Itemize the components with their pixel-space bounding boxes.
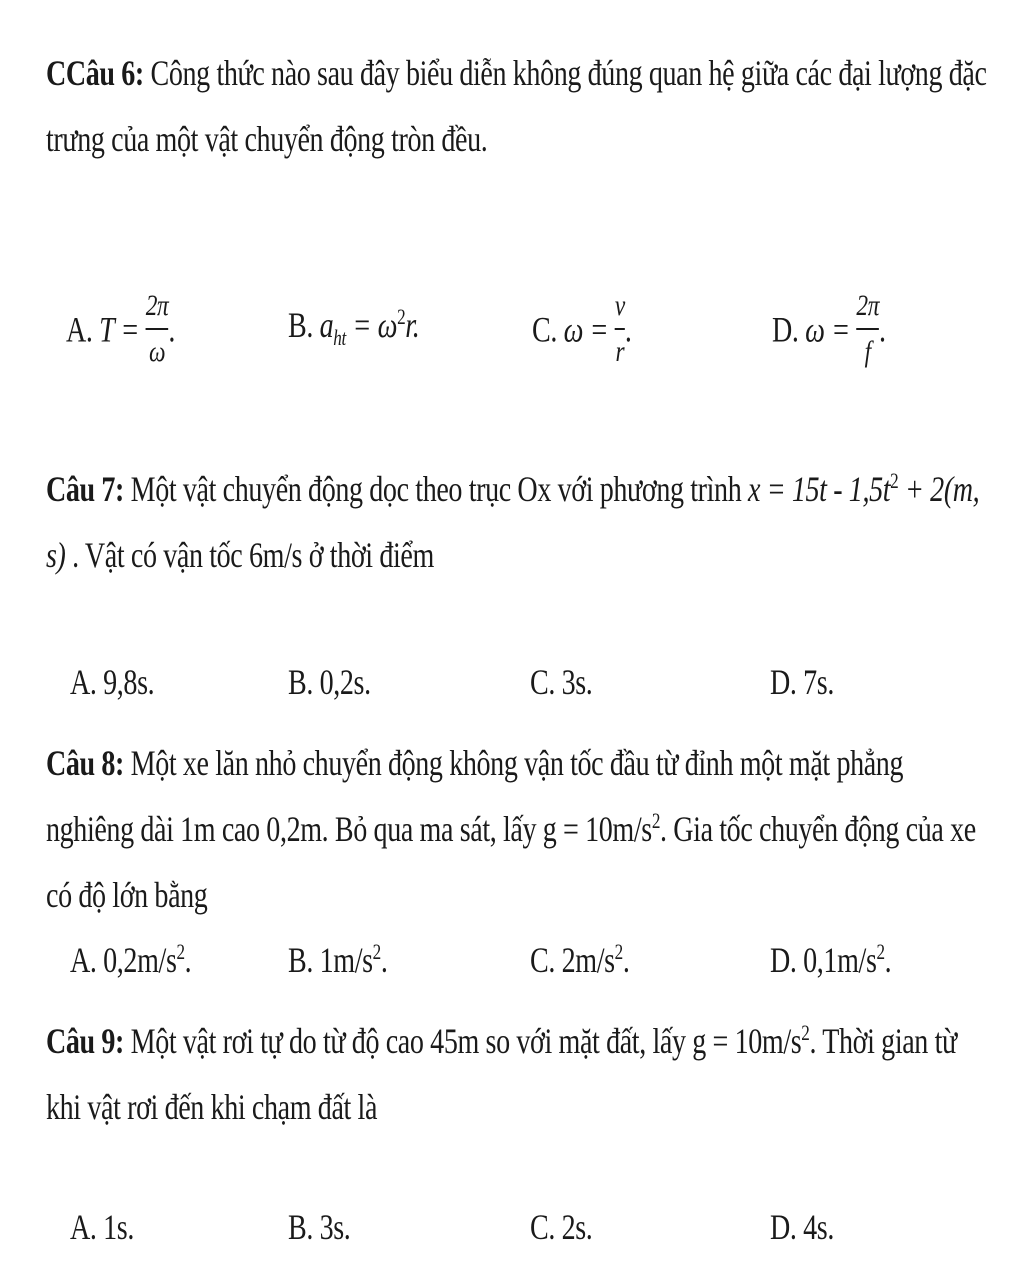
- q6-option-a: A. T = $\frac{2\pi}{\omega}$ .: [66, 290, 175, 376]
- q8-option-c: C. $2m/s^2$.: [530, 939, 630, 980]
- question-9-number: Câu 9:: [46, 1021, 125, 1061]
- question-7-options: [0, 647, 1024, 717]
- q6-option-d-fraction: $\frac{2\pi}{f}$: [856, 289, 880, 368]
- question-9-options: [0, 1192, 1024, 1262]
- q6-option-c: C. ω = $\frac{v}{r}$ .: [532, 290, 631, 376]
- q9-option-b: B. 3s.: [288, 1207, 351, 1247]
- question-7: Câu 7: Một vật chuyển động dọc theo trục Ox với phương trình $x = 15t - 1,5t^2 + 2(m$, s) . Vật có vận tốc 6m/s ở thời điểm: [46, 468, 980, 575]
- question-8-number: Câu 8:: [46, 743, 125, 783]
- question-6-prefix: C: [46, 53, 66, 93]
- q9-option-a: A. 1s.: [70, 1207, 134, 1247]
- q7-option-b: B. 0,2s.: [288, 662, 371, 702]
- question-7-number: Câu 7:: [46, 469, 125, 509]
- question-7-equation: x = 15t - 1,5t: [747, 469, 891, 509]
- q9-option-d: D. 4s.: [770, 1207, 834, 1247]
- q7-option-c: C. 3s.: [530, 662, 593, 702]
- question-8: Câu 8: Một xe lăn nhỏ chuyển động không vận tốc đầu từ đỉnh một mặt phẳng nghiêng dài 1m cao 0,2m. Bỏ qua ma sát, lấy $g = 10m/s^2$. Gia tốc chuyển động của xe có độ lớn bằng: [46, 743, 976, 915]
- question-9: Câu 9: Một vật rơi tự do từ độ cao 45m so với mặt đất, lấy $g = 10m/s^2$. Thời gian từ khi vật rơi đến khi chạm đất là: [46, 1020, 957, 1127]
- question-8-options: [0, 925, 1024, 995]
- question-6-text: Công thức nào sau đây biểu diễn không đúng quan hệ giữa các đại lượng đặc trưng của một vật chuyển động tròn đều.: [46, 53, 987, 159]
- q6-option-b: B. $a_{ht} = \omega^2r$.: [288, 304, 420, 351]
- q6-option-c-fraction: $\frac{v}{r}$: [614, 289, 625, 368]
- q8-option-d: D. $0,1m/s^2$.: [770, 939, 892, 980]
- question-6-options: [0, 255, 1024, 395]
- q7-option-a: A. 9,8s.: [70, 662, 155, 702]
- q8-option-b: B. $1m/s^2$.: [288, 939, 388, 980]
- q6-option-d: D. ω = $\frac{2\pi}{f}$ .: [772, 290, 886, 376]
- question-6-number: Câu 6:: [65, 53, 144, 93]
- q6-option-a-fraction: $\frac{2\pi}{\omega}$: [145, 289, 169, 368]
- q7-option-d: D. 7s.: [770, 662, 834, 702]
- q8-option-a: A. $0,2m/s^2$.: [70, 939, 192, 980]
- question-6: [46, 40, 990, 172]
- q9-option-c: C. 2s.: [530, 1207, 593, 1247]
